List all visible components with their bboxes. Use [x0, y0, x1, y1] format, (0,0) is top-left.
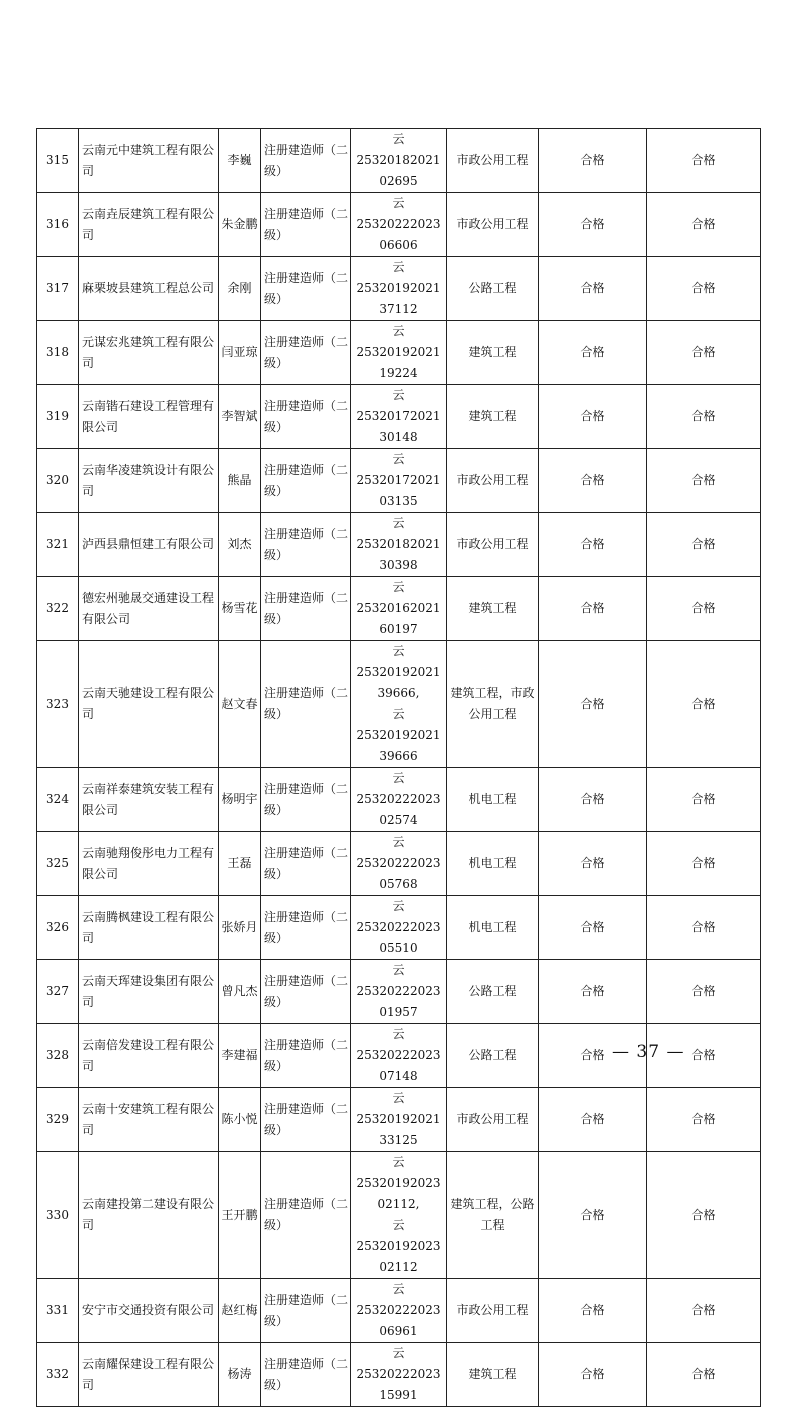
assessment-result: 合格 — [539, 768, 647, 832]
final-result: 合格 — [647, 896, 761, 960]
final-result: 合格 — [647, 257, 761, 321]
certificate-line: 2532019202133125 — [356, 1112, 441, 1147]
qualification-type: 注册建造师（二级） — [261, 1024, 351, 1088]
company-name: 云南十安建筑工程有限公司 — [79, 1088, 219, 1152]
final-result: 合格 — [647, 1279, 761, 1343]
assessment-result: 合格 — [539, 1024, 647, 1088]
specialty: 建筑工程 — [447, 577, 539, 641]
certificate-line: 2532019202302112 — [356, 1239, 441, 1274]
certificate-line: 云 — [392, 132, 405, 146]
certificate-line: 2532022202306606 — [356, 217, 441, 252]
company-name: 泸西县鼎恒建工有限公司 — [79, 513, 219, 577]
certificate-line: 2532016202160197 — [356, 601, 441, 636]
row-number: 327 — [37, 960, 79, 1024]
table-row — [37, 513, 761, 577]
certificate-line: 云 — [392, 388, 405, 402]
qualification-type: 注册建造师（二级） — [261, 577, 351, 641]
assessment-result: 合格 — [539, 385, 647, 449]
final-result: 合格 — [647, 768, 761, 832]
person-name: 李巍 — [219, 129, 261, 193]
assessment-result: 合格 — [539, 832, 647, 896]
company-name: 云南天驰建设工程有限公司 — [79, 641, 219, 768]
certificate-line: 2532022202307148 — [356, 1048, 441, 1083]
certificate-line: 云 — [392, 1218, 405, 1232]
certificate-line: 云 — [392, 1091, 405, 1105]
row-number: 325 — [37, 832, 79, 896]
final-result: 合格 — [647, 1152, 761, 1279]
certificate-line: 2532017202103135 — [356, 473, 441, 508]
qualification-type: 注册建造师（二级） — [261, 513, 351, 577]
certificate-number — [351, 449, 447, 513]
table-row — [37, 577, 761, 641]
certificate-number — [351, 513, 447, 577]
table-row — [37, 832, 761, 896]
certificate-number — [351, 577, 447, 641]
row-number: 324 — [37, 768, 79, 832]
row-number: 328 — [37, 1024, 79, 1088]
assessment-result: 合格 — [539, 1088, 647, 1152]
certificate-number — [351, 129, 447, 193]
row-number: 321 — [37, 513, 79, 577]
assessment-result: 合格 — [539, 641, 647, 768]
specialty: 市政公用工程 — [447, 193, 539, 257]
certificate-number — [351, 1343, 447, 1407]
certificate-line: 2532022202305510 — [356, 920, 441, 955]
qualification-type: 注册建造师（二级） — [261, 832, 351, 896]
specialty: 机电工程 — [447, 768, 539, 832]
row-number: 318 — [37, 321, 79, 385]
certificate-line: 云 — [392, 452, 405, 466]
company-name: 云南垚辰建筑工程有限公司 — [79, 193, 219, 257]
specialty: 市政公用工程 — [447, 513, 539, 577]
certificate-line: 云 — [392, 324, 405, 338]
final-result: 合格 — [647, 577, 761, 641]
qualification-type: 注册建造师（二级） — [261, 129, 351, 193]
certificate-line: 2532019202119224 — [356, 345, 441, 380]
certificate-line: 云 — [392, 516, 405, 530]
table-row — [37, 768, 761, 832]
certificate-number — [351, 321, 447, 385]
specialty: 建筑工程，公路工程 — [447, 1152, 539, 1279]
certificate-number — [351, 1088, 447, 1152]
certificate-number — [351, 1279, 447, 1343]
results-table-container — [36, 128, 760, 1407]
certificate-line: 云 — [392, 1155, 405, 1169]
table-row — [37, 1279, 761, 1343]
specialty: 市政公用工程 — [447, 1279, 539, 1343]
table-row — [37, 960, 761, 1024]
assessment-result: 合格 — [539, 1152, 647, 1279]
row-number: 316 — [37, 193, 79, 257]
qualification-type: 注册建造师（二级） — [261, 1152, 351, 1279]
certificate-line: 2532022202315991 — [356, 1367, 441, 1402]
person-name: 曾凡杰 — [219, 960, 261, 1024]
certificate-number — [351, 1152, 447, 1279]
row-number: 315 — [37, 129, 79, 193]
table-row — [37, 385, 761, 449]
person-name: 朱金鹏 — [219, 193, 261, 257]
certificate-line: 云 — [392, 580, 405, 594]
table-row — [37, 257, 761, 321]
specialty: 建筑工程 — [447, 1343, 539, 1407]
table-row — [37, 1343, 761, 1407]
company-name: 元谋宏兆建筑工程有限公司 — [79, 321, 219, 385]
person-name: 杨雪花 — [219, 577, 261, 641]
specialty: 公路工程 — [447, 1024, 539, 1088]
person-name: 李建福 — [219, 1024, 261, 1088]
final-result: 合格 — [647, 449, 761, 513]
person-name: 闫亚琼 — [219, 321, 261, 385]
table-row — [37, 321, 761, 385]
person-name: 赵文春 — [219, 641, 261, 768]
company-name: 云南锴石建设工程管理有限公司 — [79, 385, 219, 449]
certificate-line: 云 — [392, 1027, 405, 1041]
assessment-result: 合格 — [539, 257, 647, 321]
company-name: 云南耀保建设工程有限公司 — [79, 1343, 219, 1407]
company-name: 德宏州驰晟交通建设工程有限公司 — [79, 577, 219, 641]
specialty: 市政公用工程 — [447, 449, 539, 513]
certificate-line: 云 — [392, 1282, 405, 1296]
certificate-line: 2532022202302574 — [356, 792, 441, 827]
company-name: 安宁市交通投资有限公司 — [79, 1279, 219, 1343]
company-name: 麻栗坡县建筑工程总公司 — [79, 257, 219, 321]
row-number: 322 — [37, 577, 79, 641]
assessment-result: 合格 — [539, 896, 647, 960]
final-result: 合格 — [647, 641, 761, 768]
certificate-line: 云 — [392, 196, 405, 210]
assessment-result: 合格 — [539, 1343, 647, 1407]
certificate-number — [351, 193, 447, 257]
person-name: 刘杰 — [219, 513, 261, 577]
table-row — [37, 129, 761, 193]
certificate-number — [351, 385, 447, 449]
company-name: 云南驰翔俊彤电力工程有限公司 — [79, 832, 219, 896]
person-name: 赵红梅 — [219, 1279, 261, 1343]
row-number: 319 — [37, 385, 79, 449]
table-row — [37, 896, 761, 960]
person-name: 陈小悦 — [219, 1088, 261, 1152]
person-name: 杨涛 — [219, 1343, 261, 1407]
qualification-type: 注册建造师（二级） — [261, 257, 351, 321]
assessment-result: 合格 — [539, 449, 647, 513]
certificate-number — [351, 1024, 447, 1088]
qualification-type: 注册建造师（二级） — [261, 768, 351, 832]
company-name: 云南元中建筑工程有限公司 — [79, 129, 219, 193]
results-table — [36, 128, 761, 1407]
assessment-result: 合格 — [539, 513, 647, 577]
row-number: 317 — [37, 257, 79, 321]
row-number: 320 — [37, 449, 79, 513]
person-name: 王开鹏 — [219, 1152, 261, 1279]
qualification-type: 注册建造师（二级） — [261, 449, 351, 513]
certificate-line: 2532022202301957 — [356, 984, 441, 1019]
certificate-number — [351, 768, 447, 832]
table-body — [37, 129, 761, 1407]
person-name: 李智斌 — [219, 385, 261, 449]
certificate-line: 2532022202305768 — [356, 856, 441, 891]
assessment-result: 合格 — [539, 129, 647, 193]
assessment-result: 合格 — [539, 321, 647, 385]
certificate-number — [351, 641, 447, 768]
company-name: 云南建投第二建设有限公司 — [79, 1152, 219, 1279]
row-number: 331 — [37, 1279, 79, 1343]
person-name: 王磊 — [219, 832, 261, 896]
table-row — [37, 449, 761, 513]
row-number: 329 — [37, 1088, 79, 1152]
final-result: 合格 — [647, 385, 761, 449]
specialty: 市政公用工程 — [447, 1088, 539, 1152]
final-result: 合格 — [647, 1088, 761, 1152]
certificate-number — [351, 960, 447, 1024]
certificate-line: 云 — [392, 644, 405, 658]
final-result: 合格 — [647, 193, 761, 257]
final-result: 合格 — [647, 960, 761, 1024]
specialty: 市政公用工程 — [447, 129, 539, 193]
person-name: 熊晶 — [219, 449, 261, 513]
certificate-number — [351, 832, 447, 896]
specialty: 建筑工程 — [447, 321, 539, 385]
certificate-line: 云 — [392, 771, 405, 785]
specialty: 机电工程 — [447, 896, 539, 960]
qualification-type: 注册建造师（二级） — [261, 193, 351, 257]
qualification-type: 注册建造师（二级） — [261, 641, 351, 768]
certificate-line: 2532019202137112 — [356, 281, 441, 316]
certificate-line: 2532018202130398 — [356, 537, 441, 572]
qualification-type: 注册建造师（二级） — [261, 385, 351, 449]
certificate-line: 2532019202302112, — [356, 1176, 441, 1211]
certificate-line: 2532019202139666 — [356, 728, 441, 763]
certificate-line: 云 — [392, 707, 405, 721]
certificate-line: 云 — [392, 963, 405, 977]
certificate-number — [351, 257, 447, 321]
table-row — [37, 1152, 761, 1279]
company-name: 云南倍发建设工程有限公司 — [79, 1024, 219, 1088]
final-result: 合格 — [647, 129, 761, 193]
certificate-line: 2532022202306961 — [356, 1303, 441, 1338]
row-number: 332 — [37, 1343, 79, 1407]
assessment-result: 合格 — [539, 960, 647, 1024]
final-result: 合格 — [647, 832, 761, 896]
row-number: 323 — [37, 641, 79, 768]
assessment-result: 合格 — [539, 193, 647, 257]
specialty: 机电工程 — [447, 832, 539, 896]
specialty: 建筑工程，市政公用工程 — [447, 641, 539, 768]
page-number: — 37 — — [612, 1042, 685, 1062]
qualification-type: 注册建造师（二级） — [261, 1343, 351, 1407]
certificate-line: 2532017202130148 — [356, 409, 441, 444]
certificate-line: 云 — [392, 260, 405, 274]
table-row — [37, 1088, 761, 1152]
final-result: 合格 — [647, 1024, 761, 1088]
assessment-result: 合格 — [539, 1279, 647, 1343]
table-row — [37, 193, 761, 257]
specialty: 建筑工程 — [447, 385, 539, 449]
final-result: 合格 — [647, 513, 761, 577]
person-name: 余刚 — [219, 257, 261, 321]
certificate-line: 云 — [392, 899, 405, 913]
specialty: 公路工程 — [447, 257, 539, 321]
person-name: 张娇月 — [219, 896, 261, 960]
table-row — [37, 641, 761, 768]
person-name: 杨明宇 — [219, 768, 261, 832]
certificate-line: 云 — [392, 835, 405, 849]
certificate-number — [351, 896, 447, 960]
final-result: 合格 — [647, 321, 761, 385]
company-name: 云南祥泰建筑安装工程有限公司 — [79, 768, 219, 832]
company-name: 云南天珲建设集团有限公司 — [79, 960, 219, 1024]
company-name: 云南腾枫建设工程有限公司 — [79, 896, 219, 960]
row-number: 330 — [37, 1152, 79, 1279]
qualification-type: 注册建造师（二级） — [261, 1279, 351, 1343]
qualification-type: 注册建造师（二级） — [261, 960, 351, 1024]
certificate-line: 云 — [392, 1346, 405, 1360]
specialty: 公路工程 — [447, 960, 539, 1024]
qualification-type: 注册建造师（二级） — [261, 321, 351, 385]
assessment-result: 合格 — [539, 577, 647, 641]
qualification-type: 注册建造师（二级） — [261, 1088, 351, 1152]
certificate-line: 2532019202139666, — [356, 665, 441, 700]
qualification-type: 注册建造师（二级） — [261, 896, 351, 960]
final-result: 合格 — [647, 1343, 761, 1407]
certificate-line: 2532018202102695 — [356, 153, 441, 188]
company-name: 云南华凌建筑设计有限公司 — [79, 449, 219, 513]
row-number: 326 — [37, 896, 79, 960]
